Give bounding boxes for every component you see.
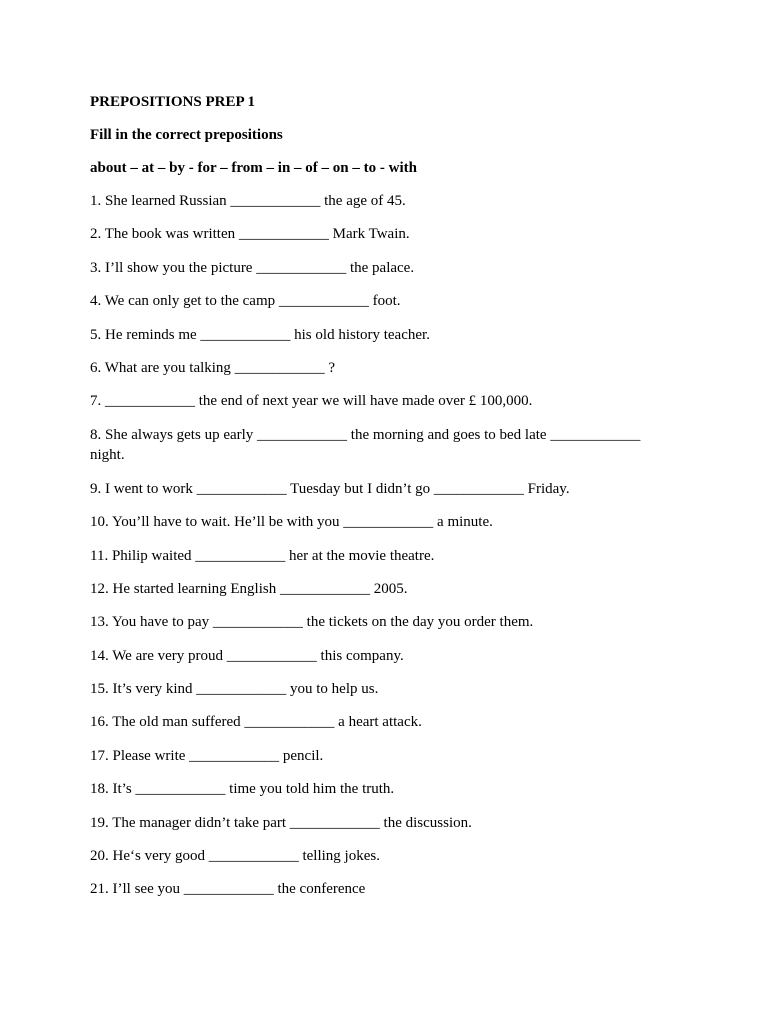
exercise-item: 6. What are you talking ____________ ? — [90, 359, 336, 376]
exercise-item: 20. He‘s very good ____________ telling jokes. — [90, 848, 380, 865]
exercise-item: 16. The old man suffered ____________ a heart attack. — [90, 714, 422, 731]
exercise-item: 17. Please write ____________ pencil. — [90, 747, 324, 764]
worksheet — [90, 92, 670, 913]
exercise-item: 11. Philip waited ____________ her at the movie theatre. — [90, 547, 435, 564]
instruction-text: Fill in the correct prepositions — [90, 127, 283, 143]
exercise-item: 4. We can only get to the camp ____________ foot. — [90, 293, 401, 310]
exercise-item: 12. He started learning English ____________ 2005. — [90, 580, 408, 597]
exercise-item: 8. She always gets up early ____________ the morning and goes to bed late ____________ night. — [90, 426, 645, 463]
exercise-item: 19. The manager didn’t take part ____________ the discussion. — [90, 814, 472, 831]
exercise-item: 7. ____________ the end of next year we will have made over £ 100,000. — [90, 393, 533, 410]
word-bank: about – at – by - for – from – in – of – on – to - with — [90, 160, 417, 176]
worksheet-title: PREPOSITIONS PREP 1 — [90, 94, 256, 110]
exercise-item: 14. We are very proud ____________ this company. — [90, 647, 404, 664]
exercise-item: 1. She learned Russian ____________ the age of 45. — [90, 193, 406, 209]
exercise-item: 9. I went to work ____________ Tuesday but I didn’t go ____________ Friday. — [90, 480, 570, 497]
exercise-item: 18. It’s ____________ time you told him the truth. — [90, 781, 395, 798]
exercise-item: 15. It’s very kind ____________ you to help us. — [90, 681, 379, 698]
exercise-item: 5. He reminds me ____________ his old history teacher. — [90, 326, 430, 343]
exercise-item: 21. I’ll see you ____________ the conference — [90, 881, 366, 898]
exercise-item: 2. The book was written ____________ Mark Twain. — [90, 226, 410, 243]
exercise-item: 10. You’ll have to wait. He’ll be with you ____________ a minute. — [90, 514, 493, 531]
exercise-item: 13. You have to pay ____________ the tickets on the day you order them. — [90, 614, 534, 631]
exercise-item: 3. I’ll show you the picture ____________ the palace. — [90, 259, 415, 276]
